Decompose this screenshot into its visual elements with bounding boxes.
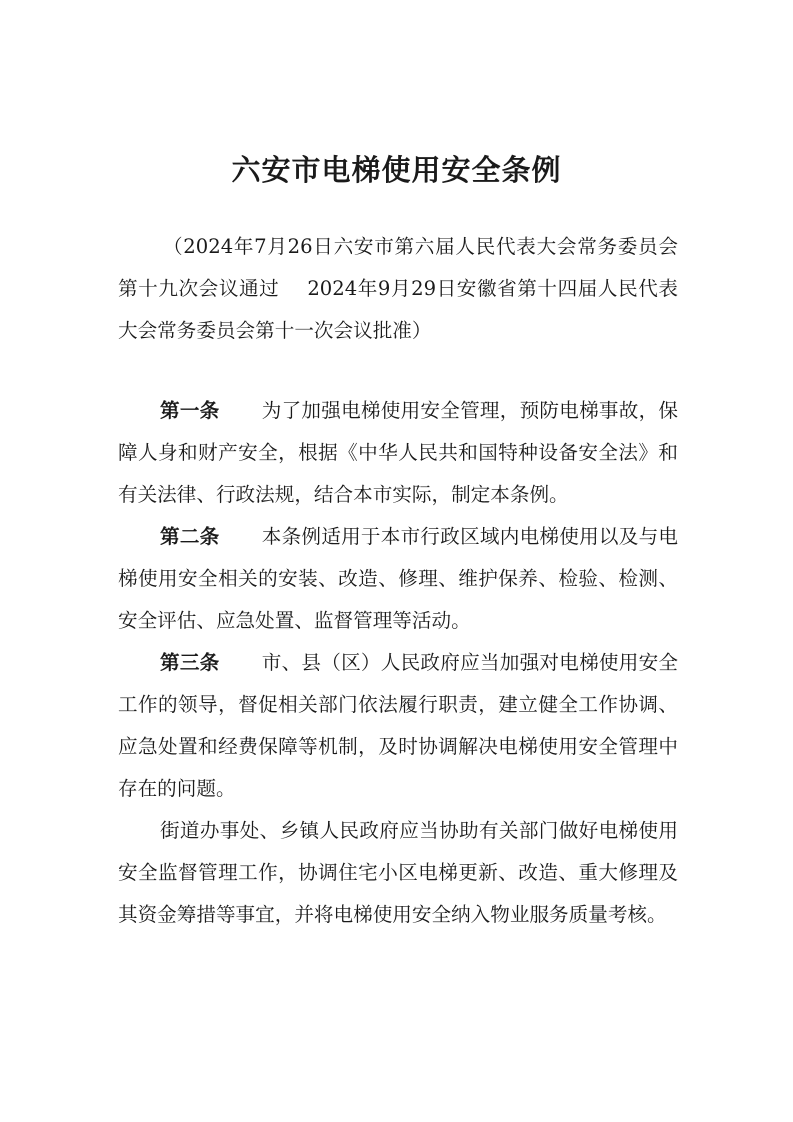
- article-3: [118, 642, 678, 810]
- article-3-text: 市、县（区）人民政府应当加强对电梯使用安全工作的领导，督促相关部门依法履行职责，建立健全工作协调、应急处置和经费保障等机制，及时协调解决电梯使用安全管理中存在的问题。: [118, 651, 678, 800]
- article-1-heading: 第一条: [160, 399, 220, 422]
- article-2-heading: 第二条: [160, 525, 220, 548]
- document-title: 六安市电梯使用安全条例: [231, 153, 562, 187]
- article-3-paragraph-2: 街道办事处、乡镇人民政府应当协助有关部门做好电梯使用安全监督管理工作，协调住宅小区电梯更新、改造、重大修理及其资金筹措等事宜，并将电梯使用安全纳入物业服务质量考核。: [118, 819, 678, 926]
- adoption-note-part2: 2024年9月29日安徽省第十四届人民代表大会常务委员会第十一次会议批准）: [118, 277, 679, 342]
- article-2: [118, 516, 678, 642]
- article-1-text: 为了加强电梯使用安全管理，预防电梯事故，保障人身和财产安全，根据《中华人民共和国特种设备安全法》和有关法律、行政法规，结合本市实际，制定本条例。: [118, 399, 678, 506]
- article-1: [118, 390, 678, 516]
- adoption-note-part1: （2024年7月26日六安市第六届人民代表大会常务委员会第十九次会议通过: [118, 235, 678, 300]
- articles-section: [118, 390, 678, 936]
- article-2-text: 本条例适用于本市行政区域内电梯使用以及与电梯使用安全相关的安装、改造、修理、维护保养、检验、检测、安全评估、应急处置、监督管理等活动。: [118, 525, 678, 632]
- adoption-note: [118, 226, 678, 352]
- article-3-heading: 第三条: [160, 651, 220, 674]
